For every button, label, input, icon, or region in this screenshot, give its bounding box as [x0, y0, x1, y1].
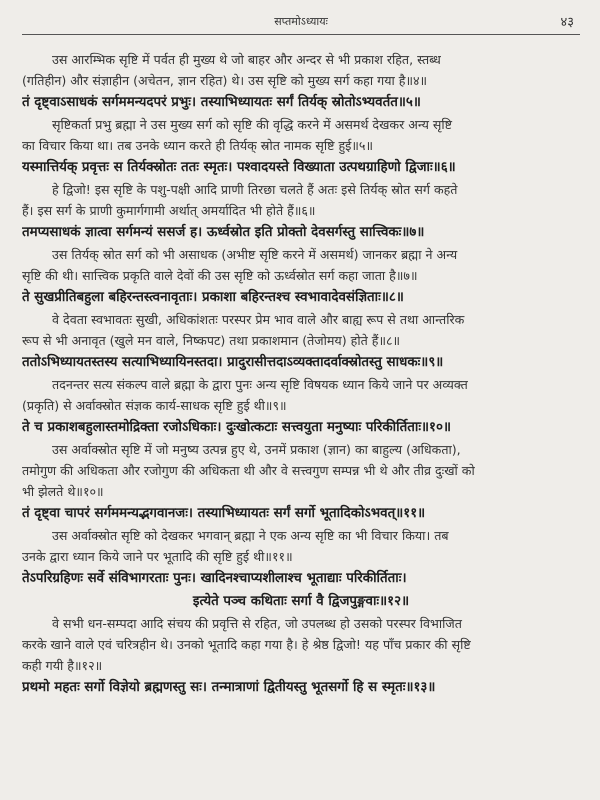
verse-line: यस्मात्तिर्यक् प्रवृत्तः स तिर्यक्स्रोतः ततः स्मृतः। पश्वादयस्ते विख्याता उत्पथग्राहिणो द्विजाः॥६॥: [22, 159, 456, 175]
verse-line: ते सुखप्रीतिबहुला बहिरन्तस्त्वनावृताः। प्रकाशा बहिरन्तश्च स्वभावादेवसंज्ञिताः॥८॥: [22, 289, 404, 305]
translation-line: उनके द्वारा ध्यान किये जाने पर भूतादि की सृष्टि हुई थी॥११॥: [22, 549, 293, 564]
translation-line: वे देवता स्वभावतः सुखी, अधिकांशतः परस्पर प्रेम भाव वाले और बाह्य रूप से तथा आन्तरिक: [52, 312, 465, 327]
translation-line: भी झेलते थे॥१०॥: [22, 484, 104, 499]
translation-line: कही गयी है॥१२॥: [22, 658, 103, 673]
verse-line: तं दृष्ट्वा चापरं सर्गममन्यद्भगवानजः। तस्याभिध्यायतः सर्गं सर्गो भूतादिकोऽभवत्॥११॥: [22, 505, 426, 521]
translation-line: सृष्टि की थी। सात्त्विक प्रकृति वाले देवों की उस सृष्टि को ऊर्ध्वस्रोत सर्ग कहा जाता है॥७॥: [22, 268, 418, 283]
verse-line: प्रथमो महतः सर्गो विज्ञेयो ब्रह्मणस्तु सः। तन्मात्राणां द्वितीयस्तु भूतसर्गो हि स स्मृतः॥१३॥: [22, 679, 436, 695]
verse-line: तमप्यसाधकं ज्ञात्वा सर्गमन्यं ससर्ज ह। ऊर्ध्वस्रोत इति प्रोक्तो देवसर्गस्तु सात्त्विकः॥७॥: [22, 224, 425, 240]
translation-line: (प्रकृति) से अर्वाक्स्रोत संज्ञक कार्य-साधक सृष्टि हुई थी॥९॥: [22, 398, 287, 413]
translation-line: करके खाने वाले एवं चरित्रहीन थे। उनको भूतादि कहा गया है। हे श्रेष्ठ द्विजो! यह पाँच प्रकार की सृष्टि: [22, 637, 471, 652]
translation-line: उस आरम्भिक सृष्टि में पर्वत ही मुख्य थे जो बाहर और अन्दर से भी प्रकाश रहित, स्तब्ध: [52, 52, 441, 67]
translation-line: तदनन्तर सत्य संकल्प वाले ब्रह्मा के द्वारा पुनः अन्य सृष्टि विषयक ध्यान किये जाने पर अव्यक्त: [52, 377, 468, 392]
translation-line: तमोगुण की अधिकता और रजोगुण की अधिकता थी और वे सत्त्वगुण सम्पन्न भी थे और तीव्र दुःखों को: [22, 463, 475, 478]
page-number: ४३: [560, 15, 574, 30]
verse-line: इत्येते पञ्च कथिताः सर्गा वै द्विजपुङ्गवाः॥१२॥: [192, 593, 410, 609]
verse-line: ततोऽभिध्यायतस्तस्य सत्याभिध्यायिनस्तदा। प्रादुरासीत्तदाऽव्यक्तादर्वाक्स्रोतस्तु साधकः॥९॥: [22, 354, 444, 370]
page-body: [22, 49, 580, 699]
translation-line: उस तिर्यक् स्रोत सर्ग को भी असाधक (अभीष्ट सृष्टि करने में असमर्थ) जानकर ब्रह्मा ने अन्य: [52, 247, 458, 262]
chapter-title: सप्तमोऽध्यायः: [274, 15, 328, 28]
translation-line: रूप से भी अनावृत (खुले मन वाले, निष्कपट) तथा प्रकाशमान (तेजोमय) होते हैं॥८॥: [22, 333, 401, 348]
translation-line: का विचार किया था। तब उनके ध्यान करते ही तिर्यक् स्रोत नामक सृष्टि हुई॥५॥: [22, 138, 373, 153]
verse-line: तेऽपरिग्रहिणः सर्वे संविभागरताः पुनः। खादिनश्चाप्यशीलाश्च भूताद्याः परिकीर्तिताः।: [22, 570, 407, 586]
translation-line: हैं। इस सर्ग के प्राणी कुमार्गगामी अर्थात् अमर्यादित भी होते हैं॥६॥: [22, 203, 316, 218]
page-header: [22, 8, 580, 35]
verse-line: तं दृष्ट्वाऽसाधकं सर्गममन्यदपरं प्रभुः। तस्याभिध्यायतः सर्गं तिर्यक् स्रोतोऽभ्यवर्तत॥५॥: [22, 94, 421, 110]
translation-line: (गतिहीन) और संज्ञाहीन (अचेतन, ज्ञान रहित) थे। उस सृष्टि को मुख्य सर्ग कहा गया है॥४॥: [22, 73, 428, 88]
translation-line: सृष्टिकर्ता प्रभु ब्रह्मा ने उस मुख्य सर्ग को सृष्टि की वृद्धि करने में असमर्थ देखकर अन्य सृष्टि: [52, 117, 453, 132]
translation-line: हे द्विजो! इस सृष्टि के पशु-पक्षी आदि प्राणी तिरछा चलते हैं अतः इसे तिर्यक् स्रोत सर्ग कहते: [52, 182, 458, 197]
translation-line: उस अर्वाक्स्रोत सृष्टि में जो मनुष्य उत्पन्न हुए थे, उनमें प्रकाश (ज्ञान) का बाहुल्य (अधिकता),: [52, 442, 461, 457]
translation-line: उस अर्वाक्स्रोत सृष्टि को देखकर भगवान् ब्रह्मा ने एक अन्य सृष्टि का भी विचार किया। तब: [52, 528, 449, 543]
translation-line: वे सभी धन-सम्पदा आदि संचय की प्रवृत्ति से रहित, जो उपलब्ध हो उसको परस्पर विभाजित: [52, 616, 462, 631]
verse-line: ते च प्रकाशबहुलास्तमोद्रिक्ता रजोऽधिकाः। दुःखोत्कटाः सत्त्वयुता मनुष्याः परिकीर्तिताः॥१०॥: [22, 419, 451, 435]
